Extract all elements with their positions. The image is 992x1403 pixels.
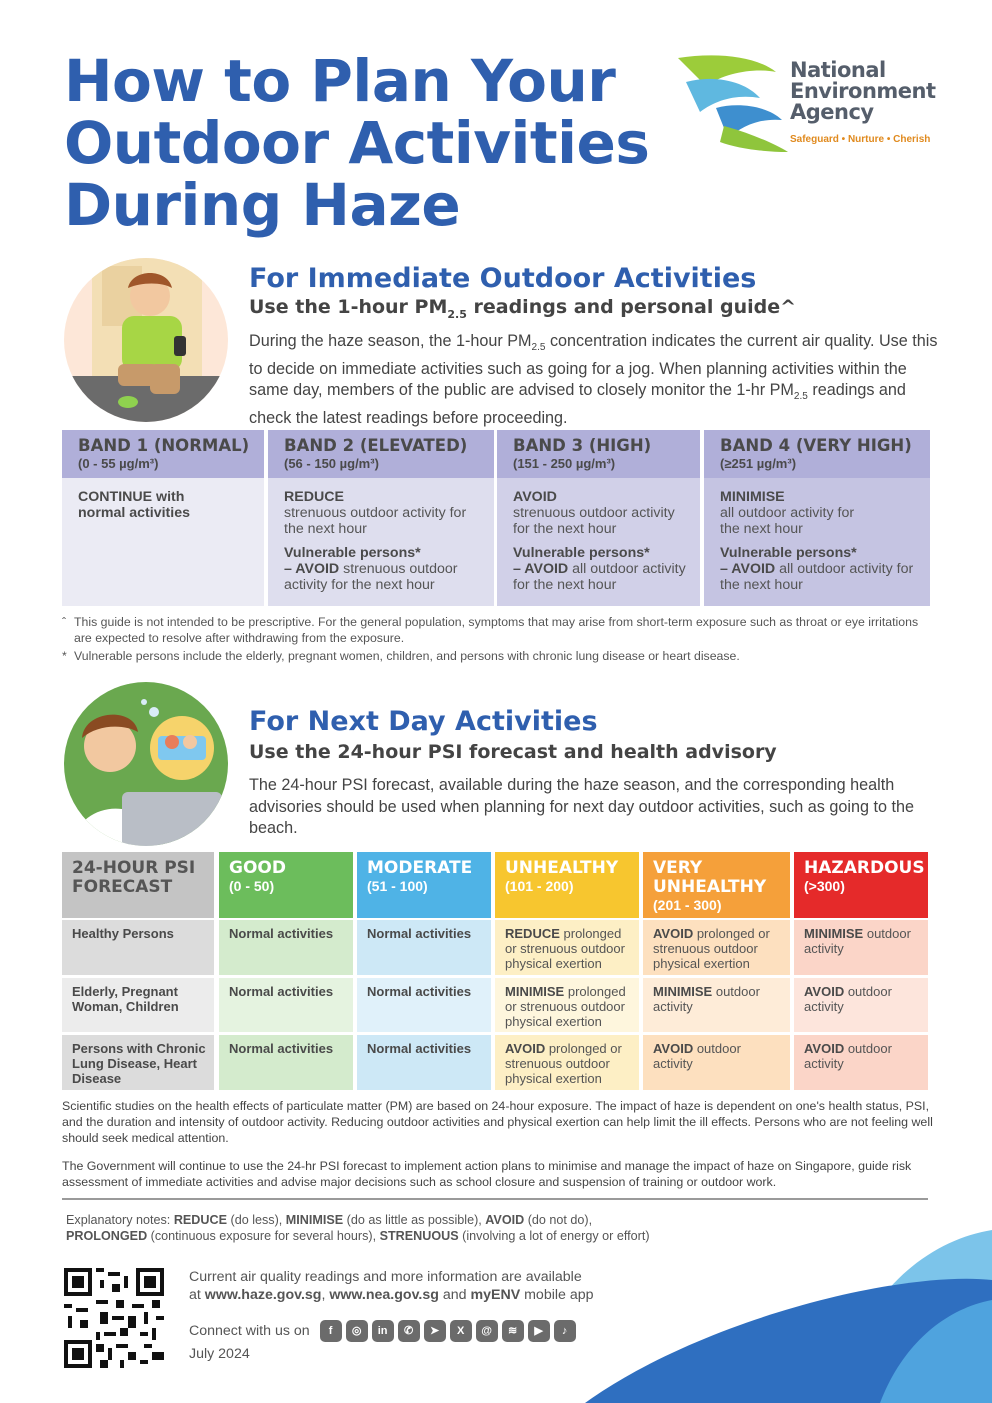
psi-row-label	[62, 978, 214, 1032]
cell-action: MINIMISE	[804, 926, 864, 941]
cell-action: AVOID	[505, 1041, 546, 1056]
band-detail: strenuous outdoor activity for the next hour	[284, 505, 467, 537]
psi-col-hazardous	[794, 852, 928, 918]
band-range: (56 - 150 µg/m³)	[284, 456, 379, 471]
subscript: 2.5	[793, 391, 808, 403]
social-icons	[320, 1320, 576, 1342]
band-title: BAND 4 (VERY HIGH)	[720, 436, 912, 455]
vulnerable-action: – AVOID	[513, 561, 569, 577]
band-header	[62, 430, 264, 478]
psi-col-name: MODERATE	[367, 858, 473, 878]
term: REDUCE	[173, 1213, 227, 1227]
vulnerable-detail: strenuous outdoor activity for the next hour	[284, 561, 458, 593]
explanatory-notes	[66, 1212, 706, 1244]
psi-cell	[643, 978, 790, 1032]
definition: (continuous exposure for several hours),	[147, 1229, 380, 1243]
divider	[62, 1198, 928, 1200]
psi-col-moderate	[357, 852, 491, 918]
psi-cell	[219, 978, 353, 1032]
linkedin-icon[interactable]: in	[372, 1320, 394, 1342]
telegram-icon[interactable]: ➤	[424, 1320, 446, 1342]
psi-cell	[643, 1035, 790, 1090]
caret-marker: ˆ	[62, 615, 67, 629]
footnote-text: This guide is not intended to be prescriptive. For the general population, symptoms that may arise from short-term exposure such as throat or eye irritations are expected to resolve after withdrawing from the exposure.	[74, 615, 919, 645]
facebook-icon[interactable]: f	[320, 1320, 342, 1342]
psi-cell	[357, 920, 491, 975]
vulnerable-label: Vulnerable persons*	[284, 545, 421, 561]
cell-text: outdoor activity	[653, 984, 760, 1014]
subheading-text: Use the 1-hour PM	[249, 296, 448, 318]
psi-cell	[357, 978, 491, 1032]
term: AVOID	[485, 1213, 525, 1227]
vulnerable-detail: all outdoor activity for the next hour	[513, 561, 686, 593]
band-range: (151 - 250 µg/m³)	[513, 456, 616, 471]
cell-action: AVOID	[653, 926, 694, 941]
psi-cell	[643, 920, 790, 975]
term: PROLONGED	[66, 1229, 148, 1243]
cell-text: prolonged or strenuous outdoor physical exertion	[505, 1041, 622, 1086]
immediate-body	[249, 331, 939, 429]
cell-text: outdoor activity	[804, 1041, 892, 1071]
subscript: 2.5	[531, 342, 546, 354]
definition: (do less),	[227, 1213, 286, 1227]
cell-action: Normal activities	[229, 1041, 334, 1056]
psi-col-name: VERY UNHEALTHY	[653, 858, 767, 897]
band-advice	[704, 478, 930, 606]
title-line: During Haze	[64, 171, 461, 239]
band-action: AVOID	[513, 489, 557, 505]
psi-row-label	[62, 920, 214, 975]
social-row	[189, 1320, 576, 1342]
psi-cell	[219, 1035, 353, 1090]
nextday-subheading: Use the 24-hour PSI forecast and health advisory	[249, 741, 777, 763]
qr-code[interactable]	[64, 1268, 164, 1368]
cell-action: Normal activities	[367, 984, 472, 999]
immediate-heading: For Immediate Outdoor Activities	[249, 263, 757, 294]
cell-text: prolonged or strenuous outdoor physical exertion	[505, 984, 626, 1029]
nea-logo	[676, 52, 946, 162]
band-advice	[268, 478, 494, 606]
star-marker: *	[62, 649, 67, 663]
title-line: How to Plan Your	[64, 47, 616, 115]
vulnerable-label: Vulnerable persons*	[513, 545, 650, 561]
psi-cell	[794, 1035, 928, 1090]
band-advice	[497, 478, 700, 606]
footer-text: mobile app	[520, 1287, 594, 1303]
nea-website-link[interactable]: www.nea.gov.sg	[329, 1287, 439, 1303]
body-text: During the haze season, the 1-hour PM	[249, 332, 532, 350]
psi-row-label	[62, 1035, 214, 1090]
vulnerable-label: Vulnerable persons*	[720, 545, 857, 561]
footer-text: and	[438, 1287, 471, 1303]
band-action: MINIMISE	[720, 489, 785, 505]
cell-action: REDUCE	[505, 926, 560, 941]
definition: (do as little as possible),	[343, 1213, 486, 1227]
cell-text: outdoor activity	[653, 1041, 741, 1071]
vulnerable-action: – AVOID	[720, 561, 776, 577]
band-header	[268, 430, 494, 478]
nextday-body: The 24-hour PSI forecast, available during the haze season, and the corresponding health advisories should be used when planning for next day outdoor activities, such as going to the beach.	[249, 776, 915, 837]
psi-col-unhealthy	[495, 852, 639, 918]
row-label-text: Persons with Chronic Lung Disease, Heart Disease	[72, 1041, 206, 1086]
cell-action: AVOID	[804, 1041, 845, 1056]
title-line: Outdoor Activities	[64, 109, 650, 177]
nea-logo-mark-icon	[676, 52, 788, 152]
cell-action: Normal activities	[367, 926, 472, 941]
band-detail: all outdoor activity for the next hour	[720, 505, 855, 537]
psi-col-name: GOOD	[229, 858, 286, 878]
definition: (involving a lot of energy or effort)	[458, 1229, 650, 1243]
psi-col-very-unhealthy	[643, 852, 790, 918]
band-advice	[62, 478, 264, 606]
definition: (do not do),	[524, 1213, 593, 1227]
psi-col-name: HAZARDOUS	[804, 858, 925, 878]
immediate-subheading	[249, 296, 796, 321]
psi-cell	[357, 1035, 491, 1090]
band-action: CONTINUE with	[78, 489, 185, 505]
logo-line: Agency	[790, 100, 874, 124]
footer-line: Current air quality readings and more information are available	[189, 1269, 582, 1285]
band-detail: normal activities	[78, 505, 190, 521]
cell-action: AVOID	[804, 984, 845, 999]
health-effects-paragraph: Scientific studies on the health effects of particulate matter (PM) are based on 24-hour exposure. The impact of haze is dependent on one's health status, PSI, and the duration and intensity of outdoor activity. Reducing outdoor activities and physical exertion can help limit the ill effects. Persons who are not feeling well should seek medical attention.	[62, 1099, 933, 1145]
band-range: (≥251 µg/m³)	[720, 456, 797, 471]
subheading-text: readings and personal guide^	[466, 296, 797, 318]
psi-cell	[495, 978, 639, 1032]
psi-col-range: (101 - 200)	[505, 878, 574, 894]
cell-text: outdoor activity	[804, 984, 892, 1014]
government-paragraph: The Government will continue to use the 24-hr PSI forecast to implement action plans to minimise and manage the impact of haze on Singapore, guide risk assessment of immediate activities and advise major decisions such as school closure and suspension of training or outdoor work.	[62, 1159, 912, 1189]
whatsapp-icon[interactable]: ✆	[398, 1320, 420, 1342]
logo-tagline: Safeguard • Nurture • Cherish	[790, 134, 931, 145]
threads-icon[interactable]: @	[476, 1320, 498, 1342]
instagram-icon[interactable]: ◎	[346, 1320, 368, 1342]
footnote-caret	[62, 614, 932, 646]
psi-cell	[495, 920, 639, 975]
cell-text: outdoor activity	[804, 926, 911, 956]
band-action: REDUCE	[284, 489, 344, 505]
logo-line: National	[790, 58, 886, 82]
psi-col-name: UNHEALTHY	[505, 858, 619, 878]
cell-action: Normal activities	[229, 984, 334, 999]
band-detail: strenuous outdoor activity for the next hour	[513, 505, 675, 537]
vulnerable-detail: all outdoor activity for the next hour	[720, 561, 914, 593]
cell-action: Normal activities	[229, 926, 334, 941]
x-icon[interactable]: X	[450, 1320, 472, 1342]
body-text: concentration indicates the current air quality. Use this to decide on immediate activities such as going for a jog. When planning activities within the same day, members of the public are advised to closely monitor the 1-hr PM	[249, 332, 938, 400]
vulnerable-action: – AVOID	[284, 561, 340, 577]
row-label-text: Healthy Persons	[72, 926, 174, 941]
band-range: (0 - 55 µg/m³)	[78, 456, 159, 471]
band-title: BAND 2 (ELEVATED)	[284, 436, 468, 455]
page-title	[64, 47, 664, 239]
cell-action: Normal activities	[367, 1041, 472, 1056]
psi-cell	[794, 920, 928, 975]
psi-col-range: (51 - 100)	[367, 878, 428, 894]
connect-label: Connect with us on	[189, 1322, 310, 1339]
psi-cell	[495, 1035, 639, 1090]
cell-text: prolonged or strenuous outdoor physical exertion	[653, 926, 770, 971]
psi-col-range: (0 - 50)	[229, 878, 275, 894]
laptop-user-illustration	[62, 680, 230, 848]
cell-action: AVOID	[653, 1041, 694, 1056]
footnote-text: Vulnerable persons include the elderly, pregnant women, children, and persons with chronic lung disease or heart disease.	[74, 649, 740, 663]
nea-logo-text	[790, 60, 936, 123]
footer-info	[189, 1268, 709, 1304]
subscript: 2.5	[447, 307, 467, 321]
band-title: BAND 3 (HIGH)	[513, 436, 652, 455]
cell-action: MINIMISE	[505, 984, 565, 999]
footnote-star	[62, 648, 932, 664]
haze-website-link[interactable]: www.haze.gov.sg	[204, 1287, 322, 1303]
band-header	[497, 430, 700, 478]
jogger-illustration	[62, 256, 230, 424]
term: MINIMISE	[285, 1213, 344, 1227]
youtube-icon[interactable]: ▶	[528, 1320, 550, 1342]
psi-col-range: (>300)	[804, 878, 845, 894]
psi-col-good	[219, 852, 353, 918]
myenv-app-link[interactable]: myENV	[470, 1287, 521, 1303]
psi-header-label: 24-HOUR PSI FORECAST	[62, 852, 214, 918]
body-text: readings and check the latest readings before proceeding.	[249, 381, 906, 427]
explanatory-label: Explanatory notes:	[66, 1213, 174, 1227]
nextday-heading: For Next Day Activities	[249, 706, 598, 737]
row-label-text: Elderly, Pregnant Woman, Children	[72, 984, 179, 1014]
psi-cell	[219, 920, 353, 975]
band-title: BAND 1 (NORMAL)	[78, 436, 250, 455]
term: STRENUOUS	[379, 1229, 459, 1243]
cell-action: MINIMISE	[653, 984, 713, 999]
band-header	[704, 430, 930, 478]
footer-text: at	[189, 1287, 205, 1303]
lemon8-icon[interactable]: ≋	[502, 1320, 524, 1342]
publication-date: July 2024	[189, 1346, 250, 1362]
psi-col-range: (201 - 300)	[653, 897, 722, 913]
footer-text: ,	[321, 1287, 330, 1303]
cell-text: prolonged or strenuous outdoor physical exertion	[505, 926, 625, 971]
logo-line: Environment	[790, 79, 936, 103]
tiktok-icon[interactable]: ♪	[554, 1320, 576, 1342]
psi-cell	[794, 978, 928, 1032]
